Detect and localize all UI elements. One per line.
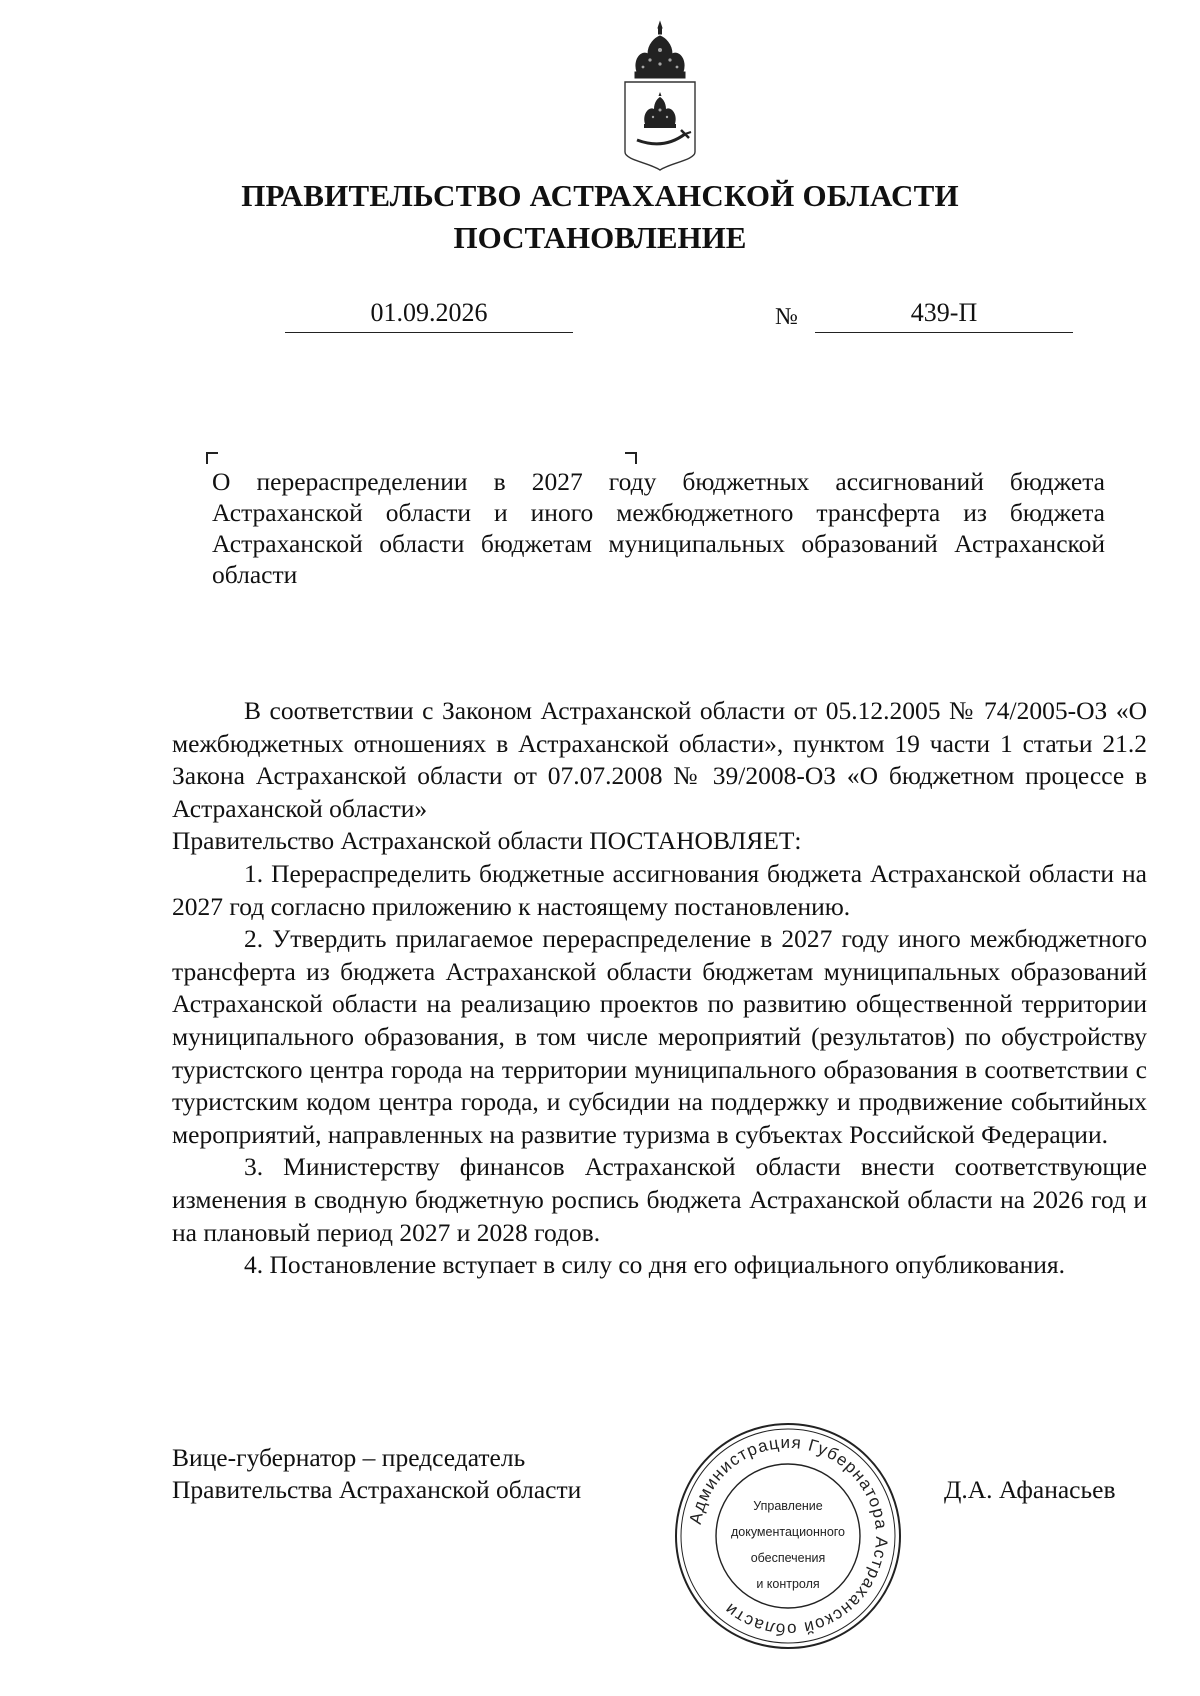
document-type: ПОСТАНОВЛЕНИЕ: [453, 220, 747, 255]
subject-corner-right: [625, 452, 637, 464]
number-sign: №: [775, 304, 798, 330]
coat-of-arms-icon: [615, 20, 705, 172]
preamble: В соответствии с Законом Астраханской области от 05.12.2005 № 74/2005-ОЗ «О межбюджетных отношениях в Астраханской области», пунктом 19 части 1 статьи 21.2 Закона Астраханской области от 07.07.2008 № 39/2008-ОЗ «О бюджетном процессе в Астраханской области»: [172, 696, 1147, 823]
document-subject: О перераспределении в 2027 году бюджетных ассигнований бюджета Астраханской области и иного межбюджетного трансферта из бюджета Астраханской области бюджетам муниципальных образований Астраханской области: [212, 467, 1105, 589]
seal-inner-line: обеспечения: [750, 1551, 826, 1565]
seal-inner-line: Управление: [753, 1499, 823, 1513]
signatory-position-line: Вице-губернатор – председатель: [172, 1443, 526, 1472]
resolution-item: 4. Постановление вступает в силу со дня его официального опубликования.: [244, 1250, 1065, 1280]
document-date: 01.09.2026: [285, 298, 573, 333]
seal-inner-line: документационного: [730, 1525, 846, 1539]
resolution-item: 3. Министерству финансов Астраханской области внести соответствующие изменения в сводную бюджетную роспись бюджета Астраханской области на 2026 год и на плановый период 2027 и 2028 годов.: [172, 1152, 1147, 1247]
resolution-item: 1. Перераспределить бюджетные ассигнования бюджета Астраханской области на 2027 год согласно приложению к настоящему постановлению.: [172, 858, 1147, 921]
government-title: ПРАВИТЕЛЬСТВО АСТРАХАНСКОЙ ОБЛАСТИ: [241, 178, 959, 213]
signatory-position: [172, 1442, 581, 1506]
signatory-position-line: Правительства Астраханской области: [172, 1475, 582, 1504]
signatory-name: Д.А. Афанасьев: [944, 1475, 1116, 1504]
resolution-item: 2. Утвердить прилагаемое перераспределение в 2027 году иного межбюджетного трансферта из бюджета Астраханской области бюджетам муниципальных образований Астраханской области на реализацию проектов по развитию общественной территории муниципального образования, в том числе мероприятий (результатов) по обустройству туристского центра города на территории муниципального образования в соответствии с туристским кодом центра города, и субсидии на поддержку и продвижение событийных мероприятий, направленных на развитие туризма в субъектах Российской Федерации.: [172, 924, 1147, 1149]
subject-corner-left: [206, 452, 218, 464]
document-number: 439-П: [815, 298, 1073, 333]
resolves-line: Правительство Астраханской области ПОСТАНОВЛЯЕТ:: [172, 826, 802, 856]
seal-inner-line: и контроля: [756, 1577, 820, 1591]
seal-inner-text: [700, 1493, 876, 1597]
seal-ring-text: Администрация Губернатора Астраханской области: [685, 1432, 892, 1640]
document-body: [172, 695, 1147, 1282]
